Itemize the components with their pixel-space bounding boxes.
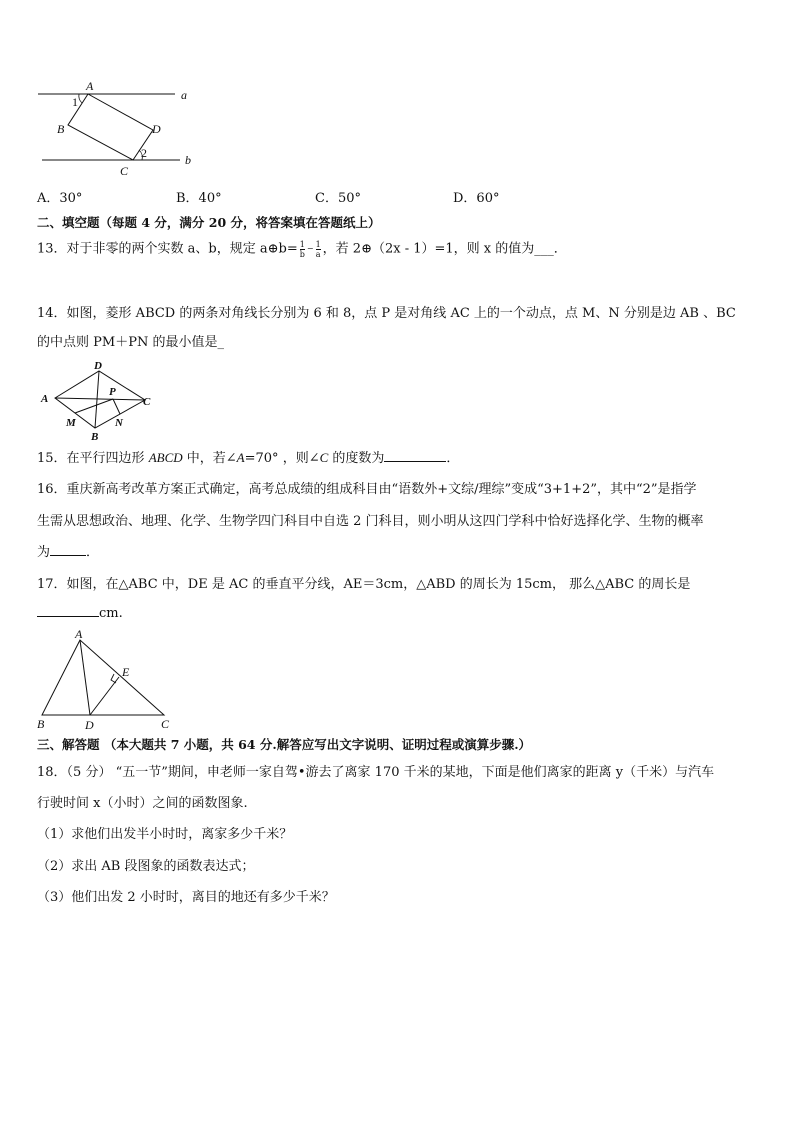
question-16-line-1: 16．重庆新高考改革方案正式确定，高考总成绩的组成科目由“语数外+文综/理综”变成“3+1+2”，其中“2”是指学 bbox=[37, 482, 697, 497]
question-18-sub-3: （3）他们出发 2 小时时，离目的地还有多少千米？ bbox=[37, 890, 335, 905]
q17-figure bbox=[32, 627, 182, 732]
option-d: D．60° bbox=[453, 191, 500, 206]
label-p: P bbox=[109, 386, 116, 398]
q13-fraction-1: $\frac{1}{b}$ bbox=[299, 239, 305, 259]
question-14-line-2: 的中点则 PM＋PN 的最小值是_ bbox=[37, 335, 224, 350]
question-18-line-1: 18．（5 分） “五一节”期间，申老师一家自驾•游去了离家 170 千米的某地，下面是他们离家的距离 y（千米）与汽车 bbox=[37, 765, 715, 780]
label-b: B bbox=[37, 717, 45, 731]
question-13: 13．对于非零的两个实数 a、b，规定 a⊕b= $\frac{1}{b}$ − $\frac{1}{a}$ ，若 2⊕（2x - 1）=1，则 x 的值为___． bbox=[37, 239, 567, 259]
question-18-sub-1: （1）求他们出发半小时时，离家多少千米？ bbox=[37, 827, 293, 842]
diagonal-ac bbox=[55, 398, 145, 400]
label-m: M bbox=[66, 417, 76, 429]
label-c: C bbox=[120, 164, 129, 178]
q16-answer-blank[interactable] bbox=[50, 543, 86, 556]
option-c: C．50° bbox=[315, 191, 361, 206]
label-n: N bbox=[115, 417, 123, 429]
label-d: D bbox=[85, 718, 94, 732]
label-e: E bbox=[122, 665, 130, 679]
section-2-title: 二、填空题（每题 4 分，满分 20 分，将答案填在答题纸上） bbox=[37, 215, 381, 230]
angle-1-arc bbox=[79, 94, 82, 103]
label-a: A bbox=[75, 627, 83, 641]
segment-pm bbox=[75, 399, 113, 413]
label-2: 2 bbox=[141, 146, 147, 160]
triangle-abc bbox=[42, 640, 164, 715]
label-d: D bbox=[94, 360, 102, 372]
label-line-a: a bbox=[181, 88, 187, 102]
section-3-title: 三、解答题 （本大题共 7 小题，共 64 分.解答应写出文字说明、证明过程或演算步骤.） bbox=[37, 737, 532, 752]
label-d: D bbox=[152, 122, 161, 136]
segment-ad bbox=[80, 640, 90, 715]
label-a: A bbox=[86, 79, 94, 93]
question-15: 15．在平行四边形 ABCD 中，若∠A=70° ，则∠C 的度数为 ． bbox=[37, 450, 460, 466]
label-line-b: b bbox=[185, 153, 191, 167]
q13-fraction-2: $\frac{1}{a}$ bbox=[315, 239, 321, 259]
q15-answer-blank[interactable] bbox=[384, 449, 446, 462]
segment-pn bbox=[113, 399, 120, 414]
option-b: B．40° bbox=[176, 191, 222, 206]
question-16-line-2: 生需从思想政治、地理、化学、生物学四门科目中自选 2 门科目，则小明从这四门学科中恰好选择化学、生物的概率 bbox=[37, 514, 704, 529]
label-c: C bbox=[143, 396, 151, 408]
question-18-line-2: 行驶时间 x（小时）之间的函数图象. bbox=[37, 796, 248, 811]
question-17-line-2: cm. bbox=[37, 604, 123, 621]
q13-text-before: 13．对于非零的两个实数 a、b，规定 a⊕b= bbox=[37, 241, 298, 257]
question-17-line-1: 17．如图，在△ABC 中，DE 是 AC 的垂直平分线，AE＝3cm，△ABD 的周长为 15cm， 那么△ABC 的周长是 bbox=[37, 577, 691, 592]
q17-answer-blank[interactable] bbox=[37, 604, 99, 617]
q14-figure bbox=[35, 357, 160, 442]
diagonal-bd bbox=[95, 371, 99, 428]
label-b: B bbox=[91, 431, 99, 442]
question-14-line-1: 14．如图，菱形 ABCD 的两条对角线长分别为 6 和 8，点 P 是对角线 AC 上的一个动点，点 M、N 分别是边 AB 、BC bbox=[37, 306, 736, 321]
question-16-line-3: 为 ． bbox=[37, 545, 100, 560]
label-c: C bbox=[161, 717, 170, 731]
question-18-sub-2: （2）求出 AB 段图象的函数表达式； bbox=[37, 859, 255, 874]
q12-figure bbox=[30, 78, 200, 180]
label-a: A bbox=[41, 393, 49, 405]
q13-text-after: ，若 2⊕（2x - 1）=1，则 x 的值为___． bbox=[322, 241, 567, 257]
label-1: 1 bbox=[72, 95, 78, 109]
option-a: A．30° bbox=[37, 191, 83, 206]
label-b: B bbox=[57, 122, 65, 136]
